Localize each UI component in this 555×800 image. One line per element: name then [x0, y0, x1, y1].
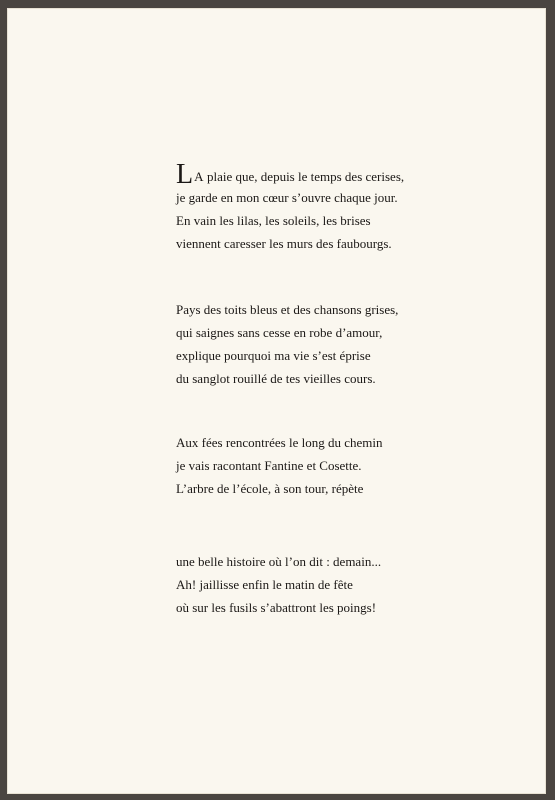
drop-cap-letter: L	[176, 159, 194, 190]
stanza-3	[176, 431, 506, 500]
poem-line: L’arbre de l’école, à son tour, répète	[176, 481, 364, 496]
stanza-4	[176, 550, 506, 619]
poem-line: je vais racontant Fantine et Cosette.	[176, 458, 362, 473]
poem-line: qui saignes sans cesse en robe d’amour,	[176, 325, 383, 340]
book-page	[7, 8, 546, 794]
poem-line: je garde en mon cœur s’ouvre chaque jour.	[176, 190, 398, 205]
stanza-2	[176, 298, 506, 390]
poem-line: En vain les lilas, les soleils, les brises	[176, 213, 371, 228]
poem-line: où sur les fusils s’abattront les poings!	[176, 600, 377, 615]
poem-line	[176, 159, 506, 190]
poem-line: une belle histoire où l’on dit : demain...	[176, 554, 382, 569]
small-cap-letter: A	[194, 169, 204, 184]
poem-line: explique pourquoi ma vie s’est éprise	[176, 348, 371, 363]
poem-line: viennent caresser les murs des faubourgs.	[176, 236, 392, 251]
poem-line: Aux fées rencontrées le long du chemin	[176, 435, 383, 450]
stanza-1	[176, 159, 506, 255]
poem	[7, 8, 546, 794]
poem-line: du sanglot rouillé de tes vieilles cours.	[176, 371, 376, 386]
poem-line: Ah! jaillisse enfin le matin de fête	[176, 577, 353, 592]
poem-line: Pays des toits bleus et des chansons grises,	[176, 302, 399, 317]
poem-line-text: plaie que, depuis le temps des cerises,	[203, 169, 405, 184]
